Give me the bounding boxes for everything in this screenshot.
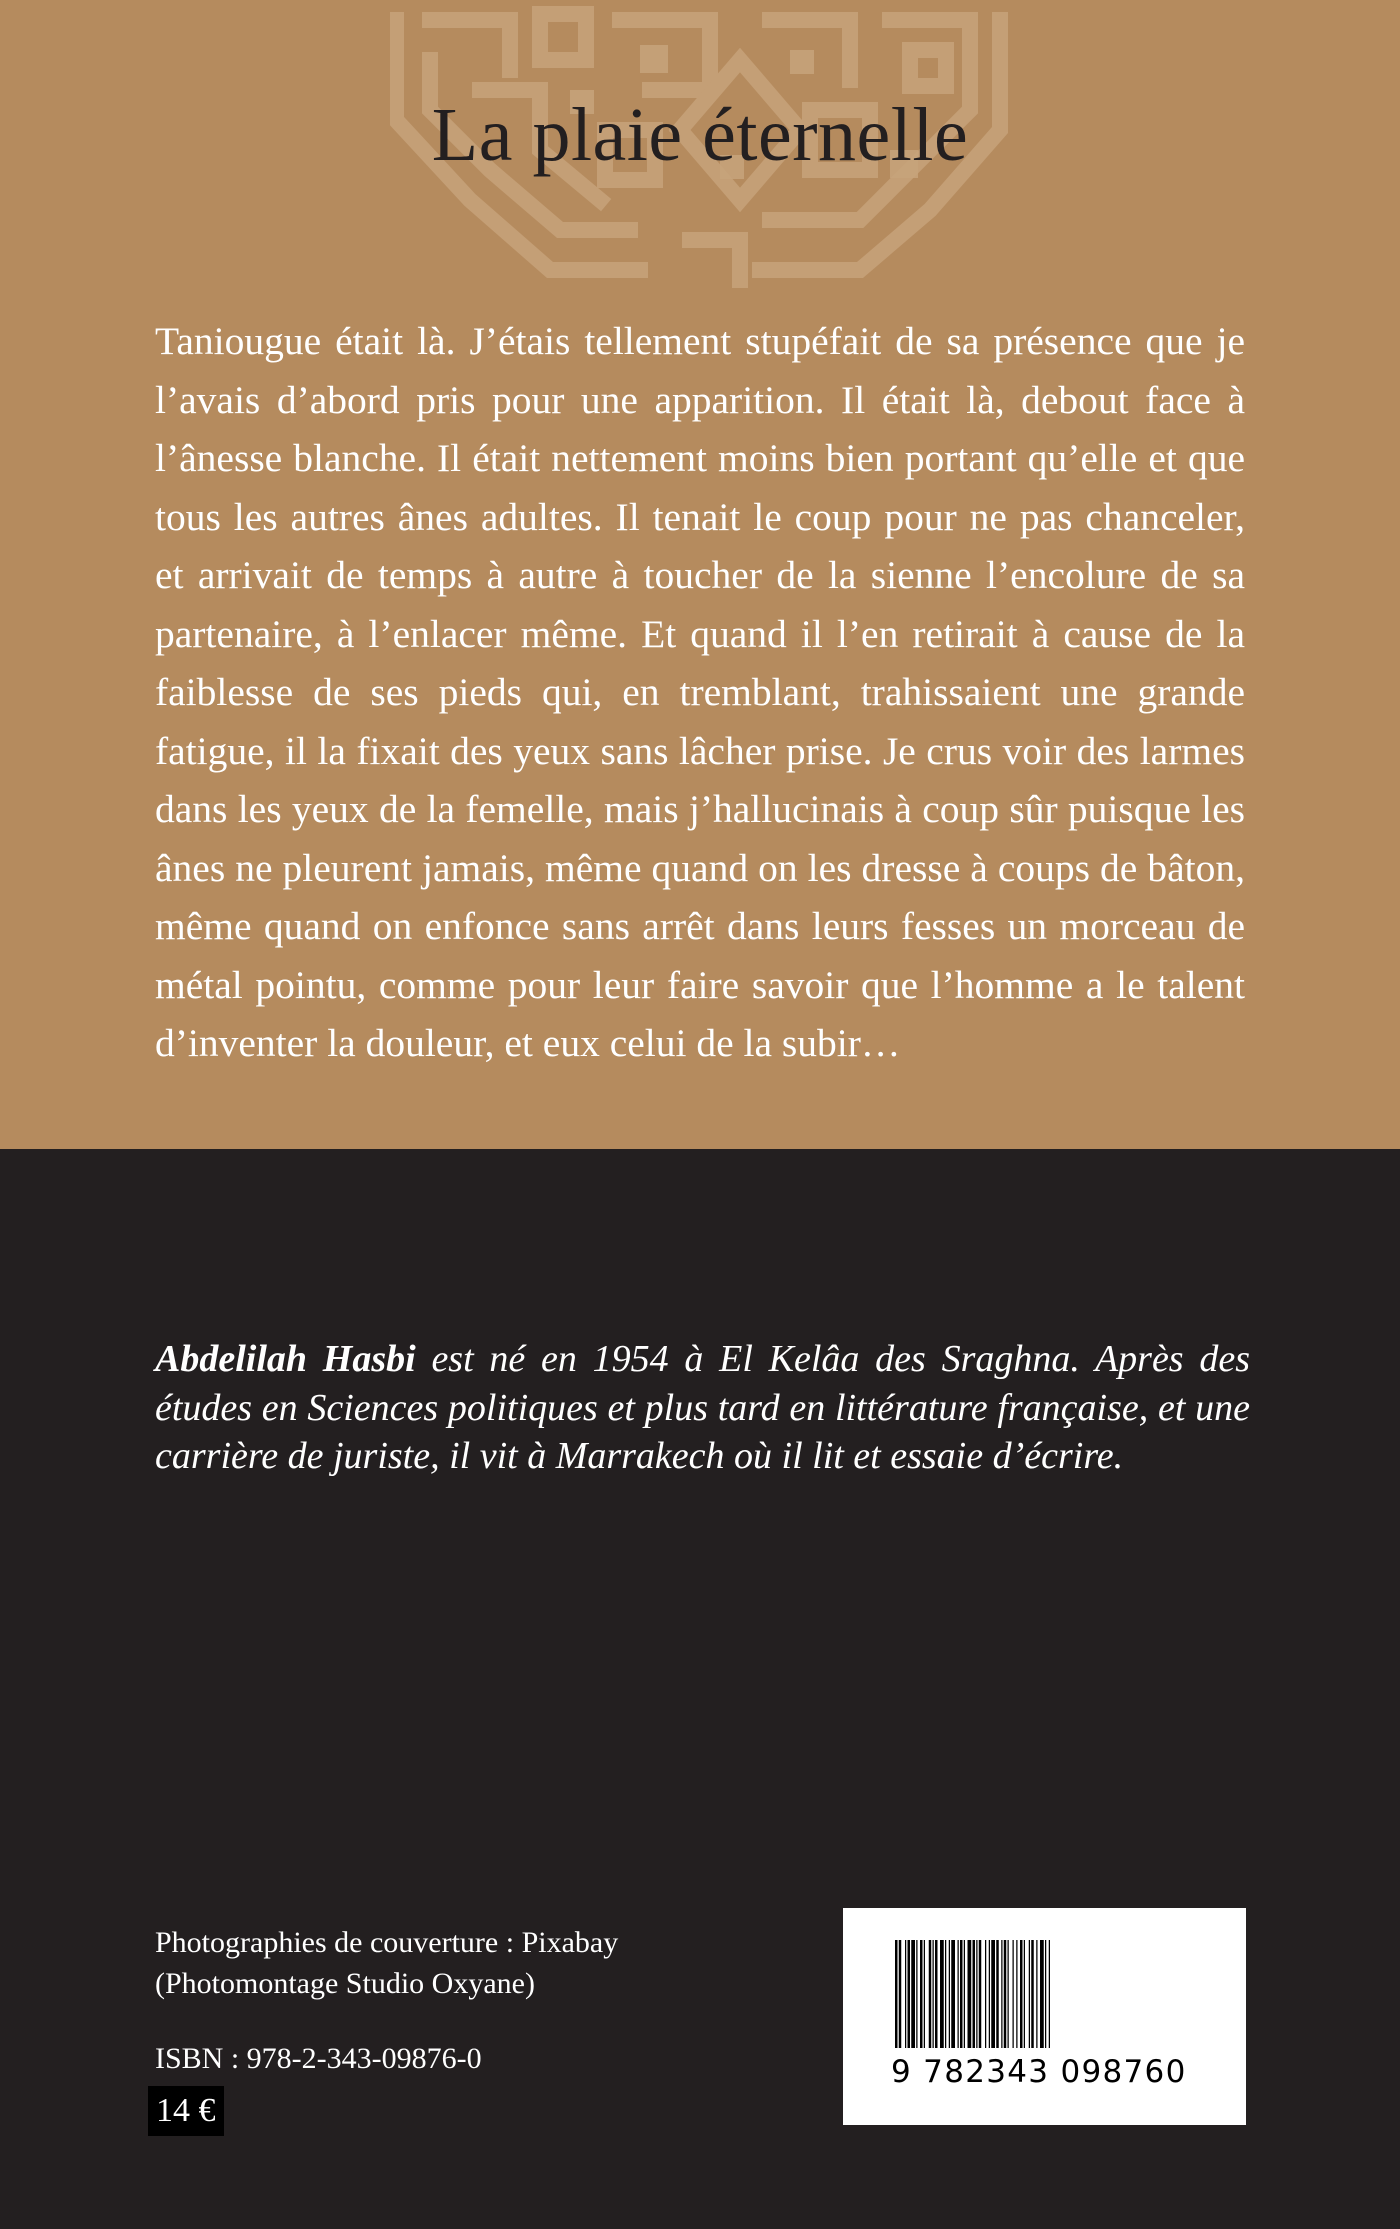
barcode-bar — [949, 1940, 950, 2048]
barcode-bar — [1036, 1940, 1037, 2048]
barcode-bar — [989, 1940, 990, 2048]
barcode-bar — [973, 1940, 976, 2048]
barcode-bar — [911, 1940, 915, 2048]
barcode-bar — [964, 1940, 965, 2048]
barcode-bar — [1001, 1940, 1002, 2048]
barcode-bar — [968, 1940, 972, 2048]
barcode-bar — [1013, 1940, 1014, 2048]
barcode-bar — [1024, 1940, 1025, 2048]
barcode-bar — [996, 1940, 999, 2048]
barcode-bar — [951, 1940, 955, 2048]
barcode-bar — [1016, 1940, 1017, 2048]
barcode-bar — [1004, 1940, 1007, 2048]
barcode-bar — [916, 1940, 917, 2048]
barcode-bar — [960, 1940, 963, 2048]
barcode-bar — [979, 1940, 982, 2048]
barcode-bar — [933, 1940, 934, 2048]
photo-credit: Photographies de couverture : Pixabay — [155, 1926, 619, 1959]
barcode-icon — [893, 1940, 1193, 2050]
barcode-bar — [920, 1940, 923, 2048]
barcode-bar — [929, 1940, 932, 2048]
barcode-bar — [1049, 1940, 1050, 2048]
barcode-bar — [958, 1940, 959, 2048]
barcode-bar — [945, 1940, 946, 2048]
barcode-bar — [1031, 1940, 1034, 2048]
author-bio-text: est né en 1954 à El Kelâa des Sraghna. Après des études en Sciences politiques et plus tard en littérature française, et une carrière de juriste, il vit à Marrakech où il lit et essaie d’écrire. — [155, 1338, 1250, 1477]
barcode-bar — [935, 1940, 938, 2048]
barcode-bar — [1040, 1940, 1044, 2048]
price-tag: 14 € — [148, 2086, 224, 2136]
author-bio — [155, 1335, 1250, 1481]
barcode-bar — [1008, 1940, 1009, 2048]
barcode-bar — [924, 1940, 925, 2048]
barcode — [843, 1908, 1246, 2125]
barcode-bar — [905, 1940, 906, 2048]
barcode-bar — [899, 1940, 902, 2048]
cover-credits — [155, 1922, 618, 2004]
book-excerpt: Taniougue était là. J’étais tellement stupéfait de sa présence que je l’avais d’abord pris pour une apparition. Il était là, debout face à l’ânesse blanche. Il était nettement moins bien portant qu’elle et que tous les autres ânes adultes. Il tenait le coup pour ne pas chanceler, et arrivait de temps à autre à toucher de la sienne l’encolure de sa partenaire, à l’enlacer même. Et quand il l’en retirait à cause de la faiblesse de ses pieds qui, en tremblant, trahissaient une grande fatigue, il la fixait des yeux sans lâcher prise. Je crus voir des larmes dans les yeux de la femelle, mais j’hallucinais à coup sûr puisque les ânes ne pleurent jamais, même quand on les dresse à coups de bâton, même quand on enfonce sans arrêt dans leurs fesses un morceau de métal pointu, comme pour leur faire savoir que l’homme a le talent d’inventer la douleur, et eux celui de la subir… — [155, 319, 1245, 1065]
barcode-bar — [991, 1940, 995, 2048]
isbn-label: ISBN : 978-2-343-09876-0 — [155, 2042, 482, 2075]
montage-credit: (Photomontage Studio Oxyane) — [155, 1967, 535, 2000]
barcode-bar — [1029, 1940, 1030, 2048]
barcode-bar — [976, 1940, 977, 2048]
barcode-bar — [1045, 1940, 1046, 2048]
barcode-bar — [895, 1940, 898, 2048]
barcode-bar — [1020, 1940, 1023, 2048]
author-name: Abdelilah Hasbi — [155, 1338, 416, 1380]
barcode-bar — [985, 1940, 986, 2048]
barcode-bar — [940, 1940, 944, 2048]
barcode-bar — [908, 1940, 911, 2048]
book-title: La plaie éternelle — [431, 93, 969, 177]
barcode-digits: 9 782343 098760 — [891, 2054, 1187, 2090]
